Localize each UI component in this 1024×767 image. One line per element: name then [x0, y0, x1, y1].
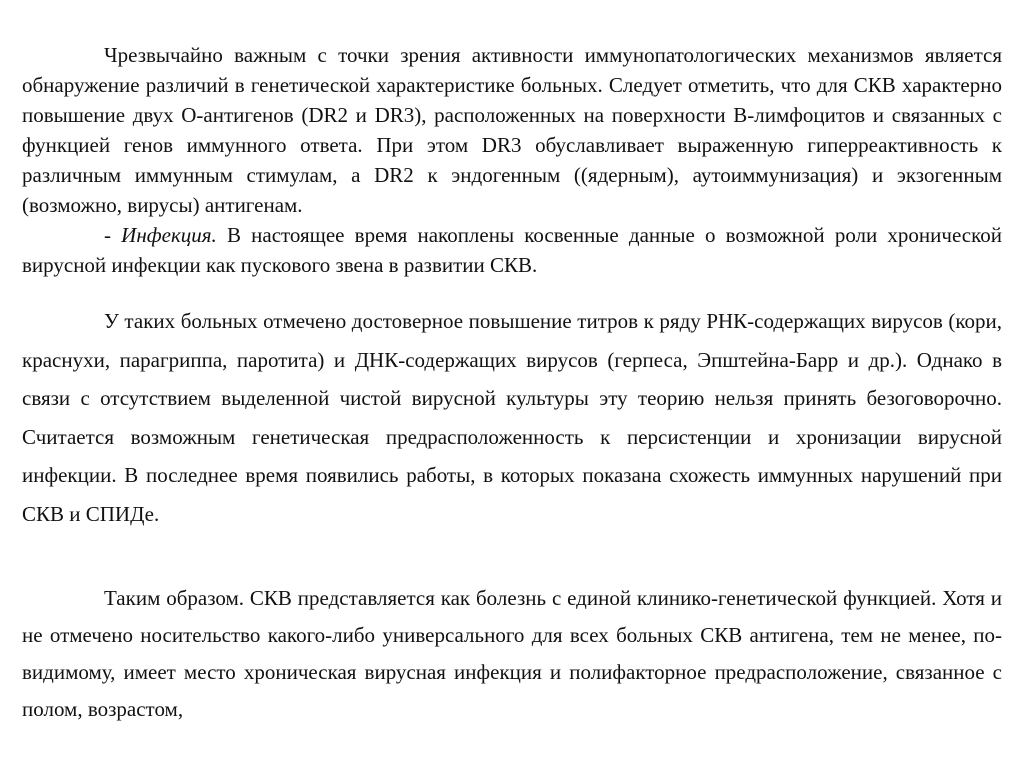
paragraph-viral-titers: У таких больных отмечено достоверное повышение титров к ряду РНК-содержащих вирусов (кори, краснухи, парагриппа, паротита) и ДНК-содержащих вирусов (герпеса, Эпштейна-Барр и др.). Однако в связи с отсутствием выделенной чистой вирусной культуры эту теорию нельзя принять безоговорочно. Считается возможным генетическая предрасположенность к персистенции и хронизации вирусной инфекции. В последнее время появились работы, в которых показана схожесть иммунных нарушений при СКВ и СПИДе.	[22, 309, 1002, 526]
paragraph-genetic-markers: Чрезвычайно важным с точки зрения активности иммунопатологических механизмов является обнаружение различий в генетической характеристике больных. Следует отметить, что для СКВ характерно повышение двух О-антигенов (DR2 и DR3), расположенных на поверхности В-лимфоцитов и связанных с функцией генов иммунного ответа. При этом DR3 обуславливает выраженную гиперреактивность к различным иммунным стимулам, а DR2 к эндогенным ((ядерным), аутоиммунизация) и экзогенным (возможно, вирусы) антигенам.	[22, 43, 1002, 217]
text-block-genetics	[22, 40, 1002, 280]
paragraph-infection	[22, 220, 1002, 280]
text-block-conclusion	[22, 580, 1002, 728]
infection-heading: Инфекция.	[121, 223, 217, 247]
infection-text: В настоящее время накоплены косвенные данные о возможной роли хронической вирусной инфекции как пускового звена в развитии СКВ.	[22, 223, 1002, 277]
paragraph-conclusion: Таким образом. СКВ представляется как болезнь с единой клинико-генетической функцией. Хотя и не отмечено носительство какого-либо универсального для всех больных СКВ антигена, тем не менее, по-видимому, имеет место хроническая вирусная инфекция и полифакторное предрасположение, связанное с полом, возрастом,	[22, 586, 1002, 721]
infection-dash: -	[104, 223, 122, 247]
text-block-viruses	[22, 302, 1002, 533]
